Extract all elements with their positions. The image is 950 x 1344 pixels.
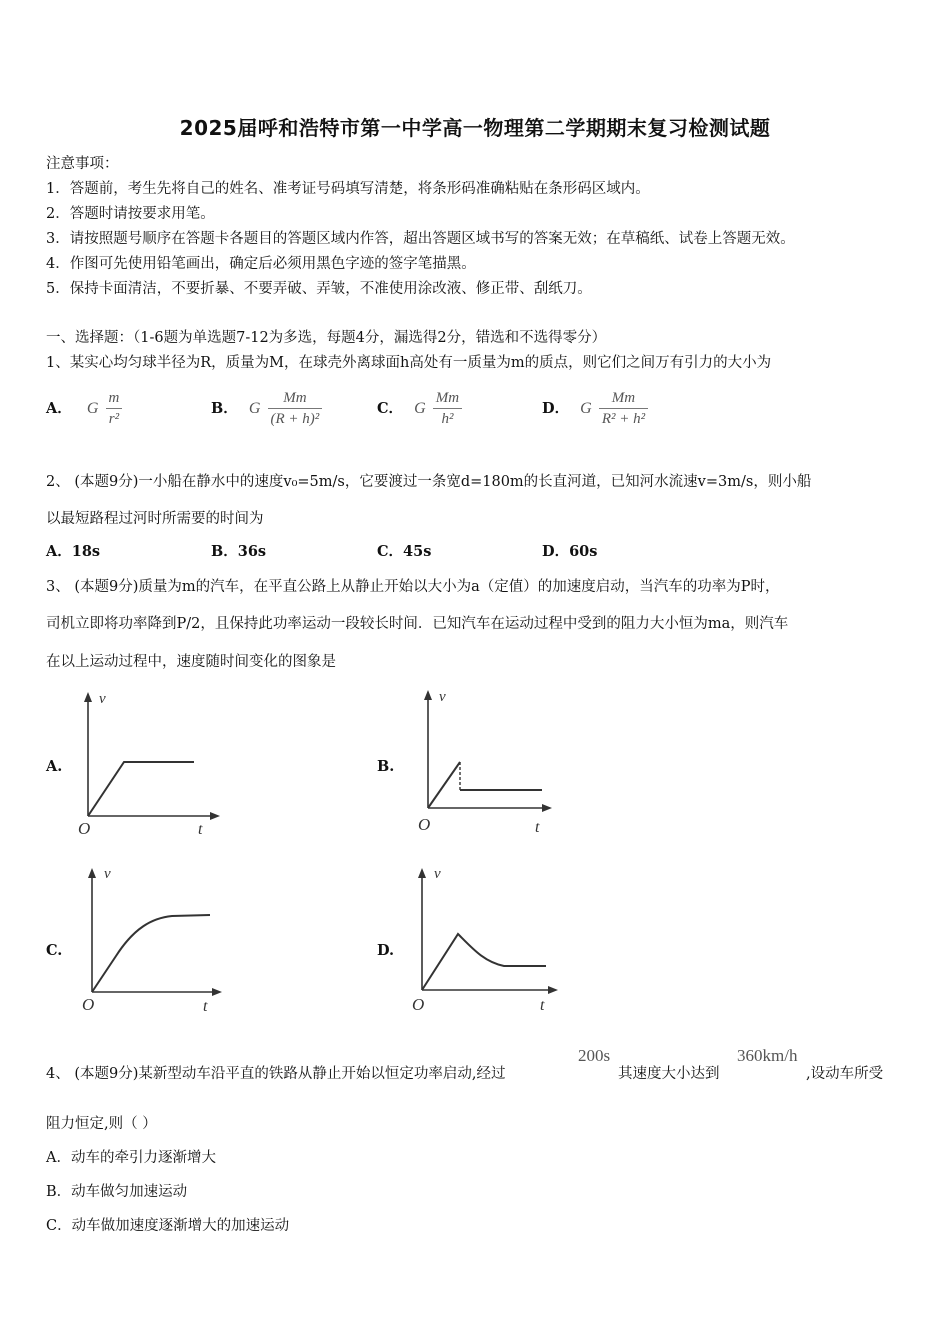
graph-c[interactable] bbox=[76, 862, 236, 1017]
q1-option-b[interactable] bbox=[211, 388, 322, 429]
t-axis-label: t bbox=[535, 819, 540, 836]
origin-label: O bbox=[78, 819, 91, 838]
q2-stem: 2、 (本题9分)一小船在静水中的速度v₀=5m/s，它要渡过一条宽d=180m的长直河道，已知河水流速v=3m/s，则小船 bbox=[46, 474, 812, 490]
q1-option-d[interactable] bbox=[542, 388, 648, 429]
denominator: R² + h² bbox=[601, 411, 646, 427]
gravity-constant: G bbox=[580, 399, 592, 417]
denominator: r² bbox=[108, 411, 120, 427]
option-label: D． bbox=[542, 400, 570, 417]
v-axis-label: v bbox=[439, 689, 446, 705]
q3-stem-cont: 在以上运动过程中，速度随时间变化的图象是 bbox=[46, 654, 336, 670]
q2-option-d[interactable]: D．60s bbox=[542, 543, 598, 560]
q2-option-b[interactable]: B．36s bbox=[211, 543, 267, 560]
graph-a[interactable] bbox=[72, 688, 232, 838]
q4-option-b[interactable]: B．动车做匀加速运动 bbox=[46, 1184, 188, 1200]
q1-option-c[interactable] bbox=[377, 388, 462, 429]
q4-stem-cont: 阻力恒定,则（ ） bbox=[46, 1116, 157, 1132]
q1-option-a[interactable] bbox=[46, 388, 122, 429]
q4-stem-part2: 其速度大小达到 bbox=[618, 1066, 720, 1082]
fraction bbox=[106, 388, 123, 429]
option-label: B． bbox=[211, 400, 238, 417]
graph-c-label[interactable]: C. bbox=[46, 942, 63, 959]
page-title: 2025届呼和浩特市第一中学高一物理第二学期期末复习检测试题 bbox=[179, 116, 771, 140]
v-axis-label: v bbox=[104, 866, 111, 882]
fraction bbox=[433, 388, 462, 429]
q1-stem: 1、某实心均匀球半径为R，质量为M，在球壳外离球面h高处有一质量为m的质点，则它们之间万有引力的大小为 bbox=[46, 355, 772, 371]
graph-b-label[interactable]: B. bbox=[377, 758, 395, 775]
origin-label: O bbox=[418, 815, 431, 834]
gravity-constant: G bbox=[248, 399, 261, 417]
numerator: m bbox=[106, 388, 123, 409]
numerator: Mm bbox=[268, 388, 323, 409]
denominator: (R + h)² bbox=[270, 411, 320, 427]
q4-stem-part3: ,设动车所受 bbox=[806, 1066, 884, 1082]
numerator: Mm bbox=[433, 388, 462, 409]
q4-speed-value: 360km/h bbox=[737, 1046, 798, 1065]
q2-option-a[interactable]: A．18s bbox=[46, 543, 101, 560]
denominator: h² bbox=[441, 411, 454, 427]
fraction bbox=[599, 388, 648, 429]
section-heading: 一、选择题：（1-6题为单选题7-12为多选，每题4分，漏选得2分，错选和不选得零分） bbox=[46, 330, 607, 346]
q3-stem-cont: 司机立即将功率降到P/2，且保持此功率运动一段较长时间．已知汽车在运动过程中受到的阻力大小恒为ma，则汽车 bbox=[46, 616, 789, 632]
notice-item: 1．答题前，考生先将自己的姓名、准考证号码填写清楚，将条形码准确粘贴在条形码区域内。 bbox=[46, 181, 650, 197]
v-axis-label: v bbox=[434, 866, 441, 882]
notice-heading: 注意事项： bbox=[46, 156, 119, 172]
numerator: Mm bbox=[599, 388, 648, 409]
option-label: A． bbox=[46, 400, 72, 417]
q4-time-value: 200s bbox=[578, 1046, 611, 1065]
notice-item: 4．作图可先使用铅笔画出，确定后必须用黑色字迹的签字笔描黑。 bbox=[46, 256, 476, 272]
graph-d[interactable] bbox=[408, 862, 568, 1017]
q4-option-a[interactable]: A．动车的牵引力逐渐增大 bbox=[46, 1150, 216, 1166]
q3-stem: 3、 (本题9分)质量为m的汽车，在平直公路上从静止开始以大小为a（定值）的加速度启动，当汽车的功率为P时， bbox=[46, 579, 780, 595]
gravity-constant: G bbox=[86, 399, 99, 417]
notice-item: 3．请按照题号顺序在答题卡各题目的答题区域内作答，超出答题区域书写的答案无效；在草稿纸、试卷上答题无效。 bbox=[46, 231, 795, 247]
graph-a-label[interactable]: A. bbox=[46, 758, 63, 775]
t-axis-label: t bbox=[203, 998, 208, 1015]
origin-label: O bbox=[412, 995, 425, 1014]
option-label: C． bbox=[377, 400, 404, 417]
q4-option-c[interactable]: C．动车做加速度逐渐增大的加速运动 bbox=[46, 1218, 290, 1234]
t-axis-label: t bbox=[540, 997, 545, 1014]
v-axis-label: v bbox=[99, 691, 106, 707]
notice-item: 5．保持卡面清洁，不要折暴、不要弄破、弄皱，不准使用涂改液、修正带、刮纸刀。 bbox=[46, 281, 592, 297]
gravity-constant: G bbox=[414, 399, 426, 417]
q4-stem-part1: 4、 (本题9分)某新型动车沿平直的铁路从静止开始以恒定功率启动,经过 bbox=[46, 1066, 506, 1082]
fraction bbox=[268, 388, 323, 429]
t-axis-label: t bbox=[198, 821, 203, 838]
q2-option-c[interactable]: C．45s bbox=[377, 543, 432, 560]
q2-stem-cont: 以最短路程过河时所需要的时间为 bbox=[46, 511, 264, 527]
origin-label: O bbox=[82, 995, 95, 1014]
graph-b[interactable] bbox=[412, 686, 572, 836]
notice-item: 2．答题时请按要求用笔。 bbox=[46, 206, 215, 222]
graph-d-label[interactable]: D. bbox=[377, 942, 395, 959]
